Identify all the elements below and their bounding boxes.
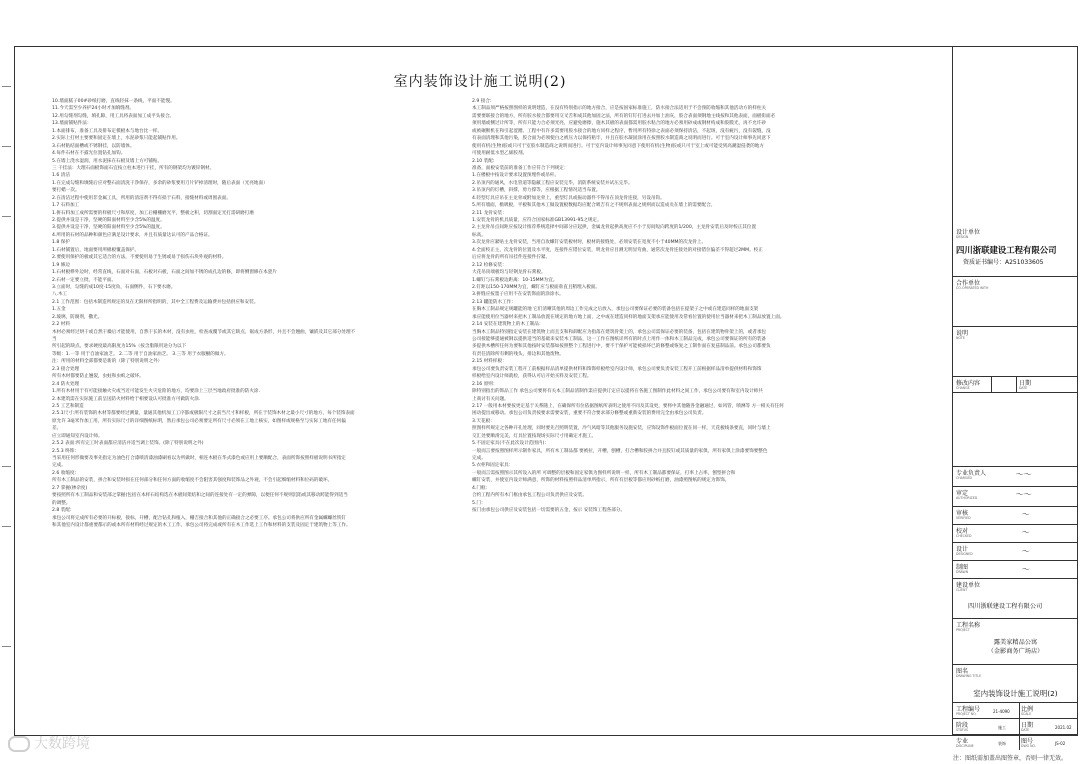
text-line: 2.5 工艺和制造 [52, 403, 84, 409]
text-line: 3.天花板： [472, 418, 495, 424]
text-line: 3.提供并设是干净，坚硬的阳面材料至少含5%的温度。 [52, 225, 165, 231]
discipline-label: 专业 [956, 738, 969, 745]
text-line: 照图样所规定之各种开孔处理，同时要先召照明装置，冷气风暗等其他服务设施安装，应饰设饰件板面位置在同一样，天花板线条要直，同时与墙上 [472, 426, 771, 432]
chief-label: 专业负责人 [956, 470, 987, 477]
binding-margin [0, 46, 14, 736]
text-line: 5.不固定家具(不在此次设计范围内)： [472, 441, 549, 447]
date2-label: 日期 [1021, 722, 1034, 729]
text-line: 困动提出或移动。承包公司负责按要求需要安装，重要不符合要求部分修整或重新安装的费用完全由承包公司负责。 [472, 411, 707, 417]
text-line: 3.吊顶内的灯槽，斜撑，剪力撑等，应根据工程情况适当布置。 [472, 188, 601, 194]
text-line: 在胸木工制品规定规罐能的地 它们清晰其他的周边工作完成之后放入，承包公司要保证必要的装备包括在提架子之中或在建造同样的地面支架 [472, 307, 759, 313]
text-line: 1.9 修边 [52, 262, 70, 268]
text-line: 2.5.3 终饰: [52, 448, 76, 454]
stage-sub: STATUS [956, 728, 968, 732]
text-line: 2.16 原则： [472, 381, 498, 387]
text-line: 使用有机(生物)胶或只可于室胶水制造商之说明而进行。可于室内设计师事先同意下使用有机(生物)胶或只可于室上或可能受到高潮湿侵袭的地方 [472, 143, 764, 149]
sheet-no: JS-02 [1055, 741, 1066, 746]
stage-value: 施工 [998, 725, 1006, 730]
text-line: 三 干挂法：大理石面板饰面石宜按立柱本进行干挂，所有的钢架均为镀锌钢材。 [52, 165, 215, 171]
text-line: 差。 [52, 426, 62, 432]
project-label: 工程名称 [956, 622, 981, 629]
design-sub: DESIGNED [956, 552, 973, 556]
text-line: 承包公司将完成所有必要的开标板，接标，开槽，配合钻孔和植入，栅吉接合和其他的正确接合之必要工序。承包公司将供应所有金属螺螺丝铁钉 [52, 515, 347, 521]
text-line: 按门由承包公司供应及安装包括一切需要的五金，按示 安装饰工程各部分。 [472, 508, 626, 514]
scale-sub: SCALE [1021, 712, 1032, 716]
check-sub: CHECKED [956, 534, 972, 538]
design-unit-sub: DESIGN [956, 235, 969, 239]
text-line: 4.全面校正主，次龙骨的位置及水平度，连接件应错位安装，明龙骨应目测无明显弯曲，通常次龙骨连接处的对接错位偏差不得超过2MM。校正 [472, 247, 763, 253]
text-line: 10.墙面腻子00#砂纸打磨，直线轻抹一条线，平面不能慢。 [52, 99, 175, 104]
text-line: 等级：1.一等 用于自油家油乏。 2.二等 用于自油家油乏。 3.三等 用于衣服橱的做方。 [52, 351, 229, 357]
text-line: 一般而言需按照图示其所设入的所 可调整的层板和固定家俱为图样所说明一样，所有木工制品都要保证，打率上占率，刨型拼合和 [472, 470, 736, 476]
check-signature: ～ [1021, 528, 1029, 537]
text-line: 2.4 防火处理 [52, 381, 80, 387]
text-line: 2.9 接合: [472, 99, 492, 104]
text-line: 1.在完成勾缝和填缝后应对整石面清洗干净保存，多余的砂浆要用刀片铲掉清理时，随后表面（光亮地面） [52, 180, 268, 186]
text-line: 所有木工制品的安装，拼合和安装时损在任何部分和任何方面的收缩度不会阻害其强度和装饰品之外观，不会引起细缩材料和位码的破坏。 [52, 478, 333, 484]
text-line: 承应能使用位当器材来把木工制品放置在规定的地方地上面，之中或在建造同样的地面支架承应能使用及常看位置的使用位当器材来把木工制品放置上面。 [472, 314, 785, 320]
date2-sub: DATE [1021, 728, 1030, 732]
text-line: 1.所有木材用于有可能接触火灾或当近可能发生火灾危险的地方，均要涂上三层当地政府批准的防火涂. [52, 389, 260, 395]
text-line: 2.15 材料样板： [472, 359, 507, 365]
text-line: 2.12 检修安装： [472, 262, 507, 268]
text-line: 3.立面时，勾缝的成10度-15度角，石面侧件，石下要水磨。 [52, 284, 176, 290]
text-line: 1.在楼板中按设计要求设置预埋件或吊杆。 [472, 173, 560, 179]
text-line: 1.石材铺置后，地面要用所棉板覆盖保护。 [52, 247, 140, 253]
approve-label: 审定 [956, 490, 969, 497]
text-line: 和其他室内设计都重要都示的或本所有材料经过规定的木工工作。承包公司将完成或所有在木工作选上工作和材料的支装及固定于建筑物上等工作。 [52, 522, 351, 528]
text-line: 公司接能够提通被钢以提供适当的基础来安装木工制品，这一工作在图纸详所有的时点上用作一体和木工制品完成，承包公司要保证的所有的装备 [472, 337, 767, 342]
drawing-title: 室内装饰设计施工说明(2) [973, 689, 1058, 698]
text-line: 2.6 收缩度: [52, 470, 77, 476]
text-line: 后应将龙骨的所有吊挂件连接件拧紧。 [472, 255, 551, 261]
text-line: 2.实际上打材主要要和固定在墙上，水泥砂浆只能起铺贴作用。 [52, 136, 181, 142]
text-line: 2.5.1尺寸:所有装饰的木材等都要经过测量，量通其他机加工工序都或极限尺寸之前当尺寸和样板，所在于装饰木材之最小尺寸的地方，每个装饰表面 [52, 411, 355, 417]
text-line: 1.安装龙骨的机具质量，应符合国家标准GB13991-95之规定。 [472, 218, 602, 223]
text-line: 要按照所有木工制品和安装部之掌握(包括在本样石结构选在木板间架结和之间的连接处有一定的弹隙，以便任何不规则沉陷或其移动跨能得到适当 [52, 493, 348, 499]
title-block [953, 46, 1078, 748]
text-line: 当采用任何形做要及事先指定为油色打合漆喷清漆油漆刷看以为所做时，相连木板在华式漆色或应用上要顺配合，表面所饰按照样板说明书所指定 [52, 456, 347, 461]
discipline-value: 装饰 [998, 741, 1006, 746]
text-line: 2.主龙骨吊点间距应按设计推荐系统选择中间部分应起拱，金属龙骨起拱高度应不小于房间短向跨度的1/200，主龙骨安装后及时校正其位置 [472, 225, 757, 231]
revision-date-label: 日期 [1019, 380, 1032, 387]
text-line: 1.7 石料加工 [52, 203, 80, 209]
text-line: 标高。 [472, 232, 486, 238]
text-line: 本工制品须严格按照图样的说明建造，在没有特别指示的地方接合，应是按国家标准施工，防水接合法适用于不会预防收缩和其他活动方的样柱关 [472, 106, 767, 112]
text-line: 承包公司要负责安装工程开工前根据样品清单提供材料和饰饰样板给室内设计师，承包公司要负责安装工程开工前根据样品清单提供材料和饰饰 [472, 366, 762, 372]
review-label: 审核 [956, 510, 969, 517]
text-line: 所有木材都要防止翘裂，虫蛀和虫蚁之破坏。 [52, 374, 144, 380]
text-line: 除特别指出的饰品工作 承包公司要将有关本工制品清制作渠应提供订定应以提将在各施工图制作此材料之间工作，承包公司要有和室内设计师共 [472, 389, 763, 395]
partner-sub: CO-OPERATED WITH [956, 286, 989, 290]
text-line: 2.提供并设是干净，坚硬的阳面材料至少含5%的温度。 [52, 218, 165, 223]
drawing-label: 图名 [956, 668, 969, 675]
project-no-sub: PROJECT NO. [956, 712, 977, 716]
revision-sub: CHANGE [956, 386, 970, 390]
text-line: 1.拼石料加工成所需要的样板尺寸和厚度，加工后栅栅磨光平，整板之积，切割面定光打需研磨打磨 [52, 210, 254, 216]
text-line: 5.所有墙面，檐吸板，平板和其他木工做设置板数据均应配合吸吉有之不规则表面之规则而以造成贡在墙上的需要配合。 [472, 203, 716, 209]
text-line: 1.石材板桦外边时，经常直线，石面对石面，石板对石板，石面之间加不锈的成孔边的修，即将侧窗修在本瓷片 [52, 270, 277, 276]
design-unit-label: 设计单位 [956, 229, 981, 236]
notes-cell [953, 326, 1078, 376]
text-line: 3.拼缝应按墨子应用不在安装饰面的涂涂水。 [472, 292, 564, 298]
text-line: 1.6 清洁 [52, 173, 70, 179]
text-line: 的调整。 [52, 500, 71, 506]
client-name: 四川浙联建设工程有限公司 [968, 603, 1043, 610]
text-line: 13.墙面铺贴件法： [52, 121, 92, 127]
text-line: 1.8 保护 [52, 240, 70, 246]
left-text-column [52, 98, 468, 529]
text-line: 八.木工 [52, 292, 68, 298]
text-line: 上商讨有关问题。 [472, 396, 509, 402]
approve-signature: ～～ [1015, 490, 1031, 499]
text-line: 2.17 一般用本材要按更定基于关系随上，在确保所有位依据图纸所表明之使用不同及其设更，要将中其他随各金融通过，如风管，喷淋等 方一相关有任何 [472, 403, 784, 409]
revision-label: 修改内容 [956, 380, 981, 387]
discipline-sub: DISCIPLINE [956, 744, 974, 748]
footer-note: 注：图纸需加盖出图签章，否则一律无效。 [953, 755, 1068, 762]
text-line: 合约工程内所有木门框由承包工程公司负责供应及安装。 [472, 493, 587, 499]
text-line: 须用墙或侧过计所等，所有只能力合必须光亮，应避免磨擦，施木其板的表面都需用胶水粘合的地方必须用砂成或钢材构成和胶膜光，再不允许砂 [472, 121, 767, 127]
date2-value: 2021.02 [1055, 725, 1072, 730]
text-line: 2.玻璃，防腐剂，撒光。 [52, 314, 103, 320]
design-company: 四川浙联建设工程有限公司 [956, 245, 1057, 255]
text-line: 2.7 掌握(掺杂度) [52, 485, 88, 491]
design-label: 设计 [956, 546, 969, 553]
text-line: 2.2 材料 [52, 322, 70, 328]
text-line: 原允许 3毫米作加工用，所有实际尺寸的详细图纸标明，然后承包公司必须要定所有尺寸必须在工地上核实，如图样或规格至与实际工地有任何偏 [52, 418, 346, 424]
review-signature: ～ [1021, 510, 1029, 519]
chief-signature: ～～ [1015, 470, 1031, 479]
text-line: 2.1 工作范围：包括木制造所规定的及在无限样所指明的，其中全工程费及运输费并包括供应和安装。 [52, 299, 259, 305]
text-line: 完成。 [472, 456, 486, 461]
text-line: 大花吊顶端板均与轻钢龙骨石膏板。 [472, 270, 546, 276]
text-line: 4.所用的石材的品种和颜色应满足设计要求，并且有质量达认可的产品合格证。 [52, 232, 213, 238]
approve-sub: AUTHORIZED [956, 496, 978, 500]
review-sub: VERIFIED [956, 516, 971, 520]
watermark-text: 大数跨境 [34, 736, 90, 752]
text-line: 需要要联接合的地方，所有胶水接合都要用交叉舌和成其他加固之法，所有的钉钉打进去并加上油灰，胶合表面须钢地主线按和其他表面，面板衔面必 [472, 113, 776, 119]
text-line: 2.本建筑需在实际施工前呈送防火材料给于相要设认可批准方可做防火涂. [52, 396, 201, 402]
draw-signature: ～ [1021, 565, 1029, 574]
text-line: 螺钉安装，并使室内设计师满意，所饰的材料按照样品清单所指示，所有有层板等都应用砂纸打磨，油漆照图纸的规定为饰饰。 [472, 478, 730, 484]
text-line: 1.螺钉与石膏板边距离：10-15MM为宜。 [472, 277, 558, 283]
text-line: 完成。 [52, 463, 66, 469]
text-line: 所引起的缺点。要求硬度最高限度为15%（按含脂限用途分为以下 [52, 344, 187, 350]
text-line: 应立即通知室内设计师。 [52, 433, 103, 439]
client-sub: CLIENT [956, 588, 968, 592]
text-line: 准备，面板安装前的准备工作应符合下列规定： [472, 165, 569, 171]
right-text-column [472, 98, 948, 515]
project-no: 21-4090 [993, 709, 1010, 714]
text-line: 多提供木槽所任何为要和其他按时安装都如按照整个工程进行中，要不于保护可能被损坏已的修整或恢复之工制作面在复兹制品前。承包公司都要负 [472, 344, 771, 350]
text-line: 或被碾断机在和引起涩蹭。工程中有许多需要用胶水接合的地方同样之程序，暂用所有特徐之表面必须保持清洁，不起斑，没有疵污，没有裂缝，没 [472, 128, 771, 134]
draw-label: 制图 [956, 564, 969, 571]
text-line: 注：所用的材料全部都要是新的（除了特别说明之外） [52, 359, 163, 365]
text-line: 2.14 安装在建筑物上的木工制品： [472, 322, 544, 328]
certificate-number: 资质证书编号：A251033605 [963, 259, 1044, 266]
text-line: 3.次龙骨应紧贴主龙骨安装，当用自攻螺钉安装板材时，板材的接缝处，必须安装在宽度不小于40MM的次龙骨上。 [472, 240, 707, 246]
text-line: 2.5.2 表面:所有完工时表面都应清洁并适当调上装饰。(除了特别说明之外) [52, 441, 204, 447]
scale-label: 比例 [1021, 706, 1034, 713]
design-signature: ～ [1021, 547, 1029, 556]
text-line: 2.11 龙骨安装： [472, 210, 507, 216]
text-line: 要打蜡一次。 [52, 188, 80, 194]
text-line: 3.石材粘结面槽或不锈钢挂，以防墙体。 [52, 143, 135, 149]
partner-cell [953, 276, 1078, 326]
text-line: 有表面清理和其他污染，胶合面为必须使白之被压力以保持粘牢，并且在胶水凝固涂用在按照胶水制造商之说明而进行。可于室内设计师事先同意下 [472, 136, 771, 142]
text-line: 11.今天需至少养护24小时才加填缝剂。 [52, 106, 135, 112]
drawing-sub: DRAWING TITLE [956, 674, 982, 678]
design-unit-cell [953, 226, 1078, 276]
client-label: 建设单位 [956, 582, 981, 589]
text-line: 2.8 装配: [52, 508, 72, 514]
watermark [8, 733, 90, 753]
text-line: 木材必须经过烘干或自然干燥后才能使用，自然干长的木材，没有虫柱，检查成覆节或其它缺点，锯成方条形，并且不会翘曲，镶嵌及其它部分处理不 [52, 329, 356, 335]
text-line: 2.在清洁过程中使用非金属工具，所用的清洁剂不得有损于石料，接缝材料或周围表面。 [52, 195, 231, 201]
text-line: 有责任清除所有剩的残头，排边和其他废物。 [472, 351, 564, 357]
chief-sub: CHARGED [956, 476, 972, 480]
watermark-logo-icon [8, 736, 30, 752]
stage-label: 阶段 [956, 722, 969, 729]
text-line: 2.吊顶内的通风，水电管道等隐蔽工程应安装完毕，消防系统安装并试压完毕。 [472, 180, 633, 186]
text-line: 5.衣柜和固定家具： [472, 463, 514, 469]
text-line: 1.本面排布，准备工具及排布定模板本与地台比一样。 [52, 128, 163, 134]
partner-label: 合作单位 [956, 280, 981, 287]
text-line: 当胸木工制品特别指定安装在建筑物上而且支和和卸配应为指落在建筑骨架上的，承包公司需保证必要的装备，包括在建筑物骨架上的，或者承包 [472, 329, 767, 335]
text-line: 2.钉距以150-170MM为宜，螺钉应与板面垂直且稍埋入板面。 [472, 284, 600, 290]
text-line: 可使用耐低水型乙烯胶剂。 [472, 151, 528, 157]
notes-label: 说明 [956, 330, 969, 337]
check-label: 校对 [956, 528, 969, 535]
text-line: 2.3 接合处理 [52, 366, 80, 372]
sheet-sub: DWG NO. [1021, 744, 1036, 748]
text-line: 4.门框： [472, 485, 491, 491]
text-line: 当 [52, 337, 57, 342]
sheet-label: 图号 [1021, 738, 1034, 745]
text-line: 12.用勾缝剂勾缝，填孔隙，用工具将表面加工成平头接合。 [52, 113, 175, 119]
project-name: 露美家精品公寓 [993, 639, 1038, 646]
text-line: 一般而言要按照图样所示制作家具，所有木工制品都 要被拉，开槽，刨槽，打合槽和胶拼合并且胶钉或其质量的家俱，所有家俱上涂漆要饰要整色 [472, 448, 768, 454]
text-line: 2.要使用保护的板或其它适合的方法，不要使用易于生锈或易于损伤石块外观的材料。 [52, 255, 227, 261]
notes-sub: NOTE [956, 336, 965, 340]
text-line: 2.石材一定要立批，不能平面。 [52, 277, 117, 283]
project-name-branch: （金影商务广场店） [987, 648, 1044, 655]
project-sub: PROJECT [956, 628, 970, 632]
text-line: 4.每件石材在不露光位置钻孔加钩。 [52, 151, 126, 157]
text-line: 5.在墙上浇水湿润，用水泥抹在石板及墙上方可铺贴。 [52, 158, 163, 164]
text-line: 交汇处要顺滑完美，灯具位置按现场实际尺寸用确定才施工。 [472, 433, 597, 439]
text-line: 2.10 装配: [472, 158, 495, 164]
page-title: 室内装饰设计施工说明(2) [393, 74, 567, 90]
text-line: 样板给室内设计师就检，获得认可后开始买料及安装工程。 [472, 374, 592, 380]
text-line: 1.五金 [52, 307, 66, 313]
project-no-label: 工程编号 [956, 706, 981, 713]
text-line: 2.13 罐能防水工作： [472, 299, 516, 305]
text-line: 5.门： [472, 500, 486, 506]
text-line: 4.轻型灯具应吊在主龙骨或附加龙骨上，重型灯具或振动器件不得吊在顶龙骨连接，另设吊钩。 [472, 195, 665, 201]
draw-sub: DRAWN [956, 570, 969, 574]
revision-date-sub: DATE [1019, 386, 1028, 390]
